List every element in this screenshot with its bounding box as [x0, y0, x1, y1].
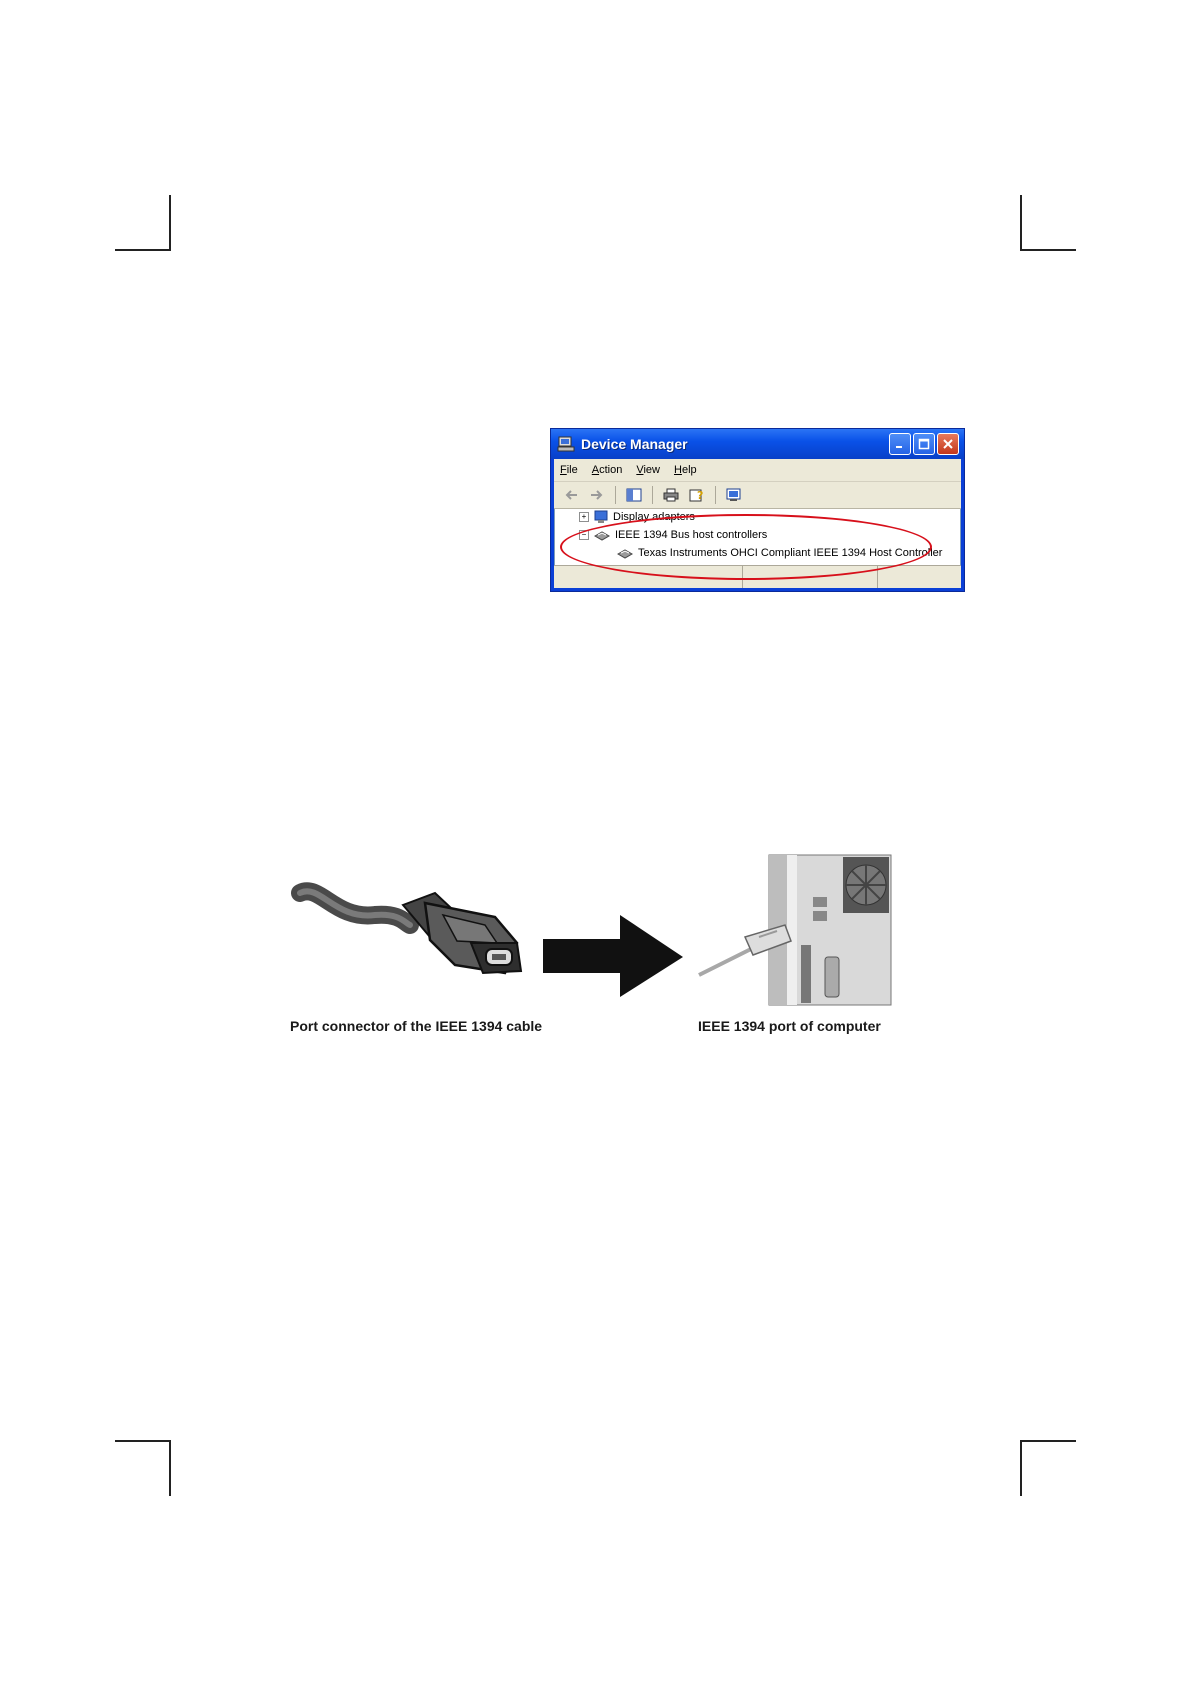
- menu-bar: [554, 459, 961, 482]
- console-tree-icon: [626, 488, 642, 502]
- toolbar-separator: [615, 486, 616, 504]
- collapse-icon[interactable]: −: [579, 530, 589, 540]
- print-button[interactable]: [660, 485, 682, 505]
- minimize-button[interactable]: [889, 433, 911, 455]
- menu-file[interactable]: File: [560, 464, 578, 476]
- close-button[interactable]: [937, 433, 959, 455]
- crop-mark-top-left-v: [169, 195, 171, 251]
- back-button[interactable]: [560, 485, 582, 505]
- close-icon: [942, 438, 954, 450]
- maximize-icon: [918, 438, 930, 450]
- tree-label: IEEE 1394 Bus host controllers: [615, 529, 768, 541]
- computer-port-illustration: [699, 855, 891, 1005]
- forward-arrow-icon: [589, 489, 605, 501]
- left-figure-caption: Port connector of the IEEE 1394 cable: [290, 1018, 543, 1034]
- crop-mark-bottom-left-v: [169, 1440, 171, 1496]
- crop-mark-bottom-right-v: [1020, 1440, 1022, 1496]
- minimize-icon: [894, 438, 906, 450]
- arrow-right-icon: [543, 915, 683, 997]
- scan-hardware-icon: [726, 488, 742, 502]
- maximize-button[interactable]: [913, 433, 935, 455]
- svg-text:?: ?: [697, 489, 704, 502]
- printer-icon: [663, 488, 679, 502]
- crop-mark-bottom-left-h: [115, 1440, 171, 1442]
- crop-mark-bottom-right-h: [1020, 1440, 1076, 1442]
- connection-illustration: [285, 845, 910, 1010]
- menu-view[interactable]: View: [636, 464, 660, 476]
- title-bar[interactable]: [551, 429, 964, 459]
- menu-help[interactable]: Help: [674, 464, 697, 476]
- crop-mark-top-left-h: [115, 249, 171, 251]
- display-adapter-icon: [594, 510, 608, 524]
- toolbar-separator: [715, 486, 716, 504]
- forward-button[interactable]: [586, 485, 608, 505]
- device-manager-icon: [557, 436, 575, 452]
- scan-hardware-button[interactable]: [723, 485, 745, 505]
- toolbar: [554, 482, 961, 509]
- menu-action[interactable]: Action: [591, 464, 623, 476]
- right-figure-caption: IEEE 1394 port of computer: [698, 1018, 881, 1034]
- expand-icon[interactable]: +: [579, 512, 589, 522]
- show-hide-tree-button[interactable]: [623, 485, 645, 505]
- tree-label: Texas Instruments OHCI Compliant IEEE 1394 Host Controller: [638, 547, 943, 559]
- highlight-ellipse: [560, 514, 932, 580]
- properties-help-icon: [689, 488, 705, 502]
- crop-mark-top-right-v: [1020, 195, 1022, 251]
- tree-label: Display adapters: [613, 511, 695, 523]
- window-title: Device Manager: [581, 436, 688, 452]
- crop-mark-top-right-h: [1020, 249, 1076, 251]
- properties-button[interactable]: [686, 485, 708, 505]
- toolbar-separator: [652, 486, 653, 504]
- back-arrow-icon: [563, 489, 579, 501]
- cable-connector-illustration: [300, 891, 521, 973]
